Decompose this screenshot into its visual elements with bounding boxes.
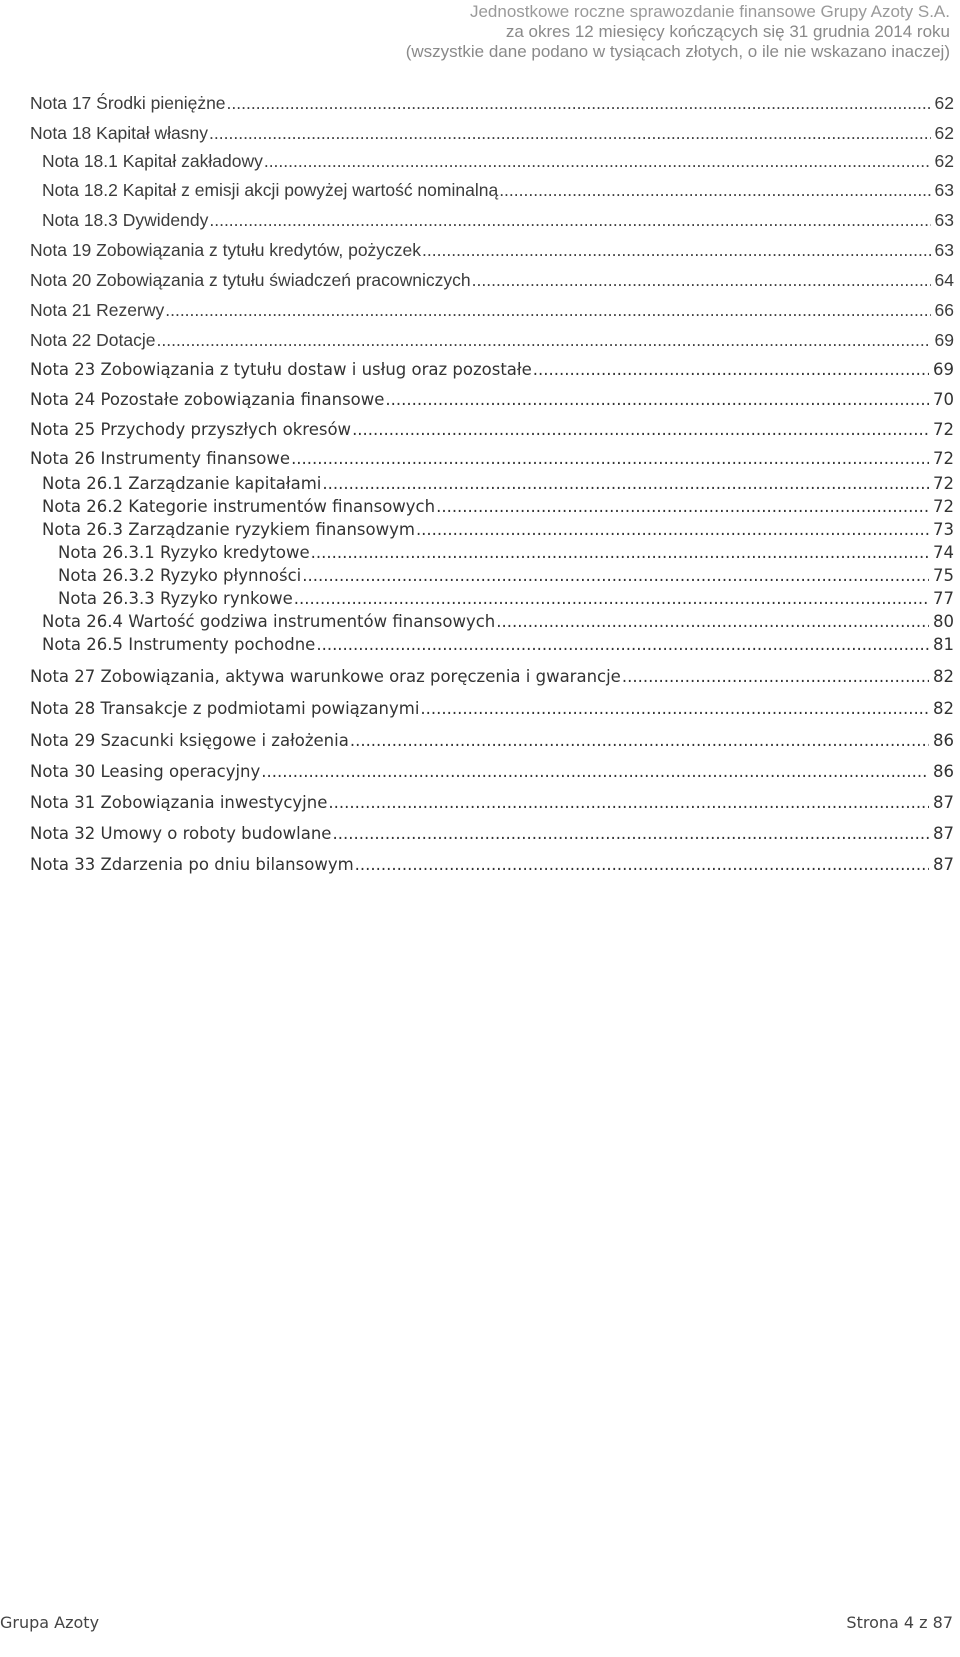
- toc-leader: [422, 235, 930, 265]
- toc-entry-label: Nota 25 Przychody przyszłych okresów: [30, 420, 352, 439]
- toc-leader: [209, 206, 930, 235]
- toc-entry-page: 66: [934, 300, 954, 320]
- toc-entry-label: Nota 29 Szacunki księgowe i założenia: [30, 731, 349, 750]
- toc-leader: [416, 518, 929, 541]
- toc-leader: [332, 818, 929, 849]
- toc-entry-label: Nota 26.3.1 Ryzyko kredytowe: [58, 543, 310, 562]
- toc-entry-label: Nota 20 Zobowiązania z tytułu świadczeń pracowniczych: [30, 270, 471, 290]
- toc-entry[interactable]: [30, 787, 954, 818]
- toc-entry-label: Nota 26.1 Zarządzanie kapitałami: [42, 474, 322, 493]
- toc-entry-page: 62: [934, 123, 954, 143]
- toc-entry[interactable]: [30, 415, 954, 445]
- toc-entry[interactable]: [30, 541, 954, 564]
- toc-entry-page: 82: [933, 699, 954, 718]
- toc-entry[interactable]: [30, 472, 954, 495]
- toc-entry-page: 81: [933, 635, 954, 654]
- toc-entry-page: 87: [933, 855, 954, 874]
- toc-leader: [385, 385, 929, 415]
- toc-entry-page: 87: [933, 793, 954, 812]
- toc-leader: [294, 587, 929, 610]
- toc-entry[interactable]: [30, 325, 954, 355]
- toc-leader: [352, 415, 929, 445]
- toc-leader: [436, 495, 929, 518]
- footer-company: Grupa Azoty: [0, 1613, 100, 1632]
- toc-entry-page: 75: [933, 566, 954, 585]
- toc-leader: [165, 295, 930, 325]
- toc-leader: [157, 325, 931, 355]
- toc-entry-page: 77: [933, 589, 954, 608]
- toc-entry[interactable]: [30, 587, 954, 610]
- toc-entry[interactable]: [30, 725, 954, 756]
- toc-entry-label: Nota 19 Zobowiązania z tytułu kredytów, pożyczek: [30, 240, 422, 260]
- footer-page-number: Strona 4 z 87: [846, 1613, 953, 1632]
- header-period: za okres 12 miesięcy kończących się 31 grudnia 2014 roku: [505, 22, 950, 41]
- toc-entry[interactable]: [30, 88, 954, 119]
- toc-entry[interactable]: [30, 610, 954, 633]
- toc-leader: [302, 564, 929, 587]
- toc-entry-page: 72: [933, 420, 954, 439]
- document-header: [406, 2, 950, 62]
- toc-entry[interactable]: [30, 756, 954, 787]
- toc-entry[interactable]: [30, 206, 954, 235]
- toc-entry[interactable]: [30, 495, 954, 518]
- toc-entry-label: Nota 30 Leasing operacyjny: [30, 762, 261, 781]
- toc-entry[interactable]: [30, 295, 954, 325]
- toc-entry-page: 86: [933, 762, 954, 781]
- toc-entry-page: 63: [934, 240, 954, 260]
- toc-entry-label: Nota 18.1 Kapitał zakładowy: [42, 151, 263, 171]
- toc-entry[interactable]: [30, 235, 954, 265]
- toc-entry[interactable]: [30, 564, 954, 587]
- toc-entry[interactable]: [30, 693, 954, 725]
- toc-leader: [322, 472, 929, 495]
- toc-leader: [350, 725, 929, 756]
- toc-entry-label: Nota 26.5 Instrumenty pochodne: [42, 635, 316, 654]
- toc-leader: [264, 147, 931, 175]
- toc-leader: [420, 693, 929, 725]
- toc-leader: [227, 88, 931, 119]
- toc-entry-label: Nota 23 Zobowiązania z tytułu dostaw i usług oraz pozostałe: [30, 360, 532, 379]
- toc-leader: [622, 661, 929, 693]
- toc-entry-label: Nota 26.3.3 Ryzyko rynkowe: [58, 589, 293, 608]
- header-units-note: (wszystkie dane podano w tysiącach złotych, o ile nie wskazano inaczej): [405, 42, 950, 61]
- toc-entry-page: 72: [933, 474, 954, 493]
- toc-leader: [533, 355, 929, 385]
- toc-entry-label: Nota 27 Zobowiązania, aktywa warunkowe oraz poręczenia i gwarancje: [30, 667, 621, 686]
- toc-entry[interactable]: [30, 818, 954, 849]
- toc-entry-label: Nota 32 Umowy o roboty budowlane: [30, 824, 332, 843]
- toc-entry-page: 63: [934, 180, 954, 200]
- toc-entry[interactable]: [30, 661, 954, 693]
- toc-entry-label: Nota 22 Dotacje: [30, 330, 156, 350]
- toc-entry-label: Nota 26.3 Zarządzanie ryzykiem finansowym: [42, 520, 415, 539]
- toc-entry-label: Nota 26.3.2 Ryzyko płynności: [58, 566, 302, 585]
- toc-entry-page: 80: [933, 612, 954, 631]
- toc-entry-label: Nota 18.2 Kapitał z emisji akcji powyżej wartość nominalną: [42, 180, 499, 200]
- toc-entry-label: Nota 26 Instrumenty finansowe: [30, 449, 291, 468]
- toc-leader: [499, 175, 930, 206]
- toc-entry[interactable]: [30, 355, 954, 385]
- toc-entry-page: 70: [933, 390, 954, 409]
- toc-entry-page: 69: [934, 330, 954, 350]
- toc-entry-page: 87: [933, 824, 954, 843]
- toc-leader: [261, 756, 929, 787]
- toc-entry-label: Nota 31 Zobowiązania inwestycyjne: [30, 793, 328, 812]
- toc-entry-label: Nota 33 Zdarzenia po dniu bilansowym: [30, 855, 354, 874]
- toc-entry-page: 74: [933, 543, 954, 562]
- toc-entry[interactable]: [30, 518, 954, 541]
- toc-entry[interactable]: [30, 445, 954, 472]
- toc-entry-page: 73: [933, 520, 954, 539]
- toc-entry-page: 86: [933, 731, 954, 750]
- toc-entry-page: 72: [933, 449, 954, 468]
- toc-entry-label: Nota 17 Środki pieniężne: [30, 93, 226, 113]
- toc-entry-label: Nota 26.2 Kategorie instrumentów finansowych: [42, 497, 436, 516]
- toc-entry-page: 69: [933, 360, 954, 379]
- toc-entry-label: Nota 26.4 Wartość godziwa instrumentów finansowych: [42, 612, 496, 631]
- toc-entry[interactable]: [30, 119, 954, 147]
- toc-leader: [291, 445, 929, 472]
- toc-leader: [209, 119, 931, 147]
- toc-leader: [472, 265, 931, 295]
- toc-entry[interactable]: [30, 265, 954, 295]
- table-of-contents: [30, 88, 954, 880]
- toc-leader: [316, 633, 929, 656]
- toc-entry-page: 62: [934, 151, 954, 171]
- toc-entry-label: Nota 24 Pozostałe zobowiązania finansowe: [30, 390, 385, 409]
- toc-leader: [496, 610, 929, 633]
- toc-entry[interactable]: [30, 633, 954, 661]
- toc-entry-label: Nota 21 Rezerwy: [30, 300, 165, 320]
- toc-leader: [311, 541, 929, 564]
- toc-leader: [355, 849, 929, 880]
- toc-entry[interactable]: [30, 385, 954, 415]
- toc-entry-page: 62: [934, 93, 954, 113]
- toc-entry[interactable]: [30, 175, 954, 206]
- toc-entry-page: 64: [934, 270, 954, 290]
- toc-entry[interactable]: [30, 147, 954, 175]
- toc-entry-page: 72: [933, 497, 954, 516]
- toc-entry-label: Nota 18.3 Dywidendy: [42, 210, 209, 230]
- toc-entry-page: 82: [933, 667, 954, 686]
- toc-entry-label: Nota 28 Transakcje z podmiotami powiązanymi: [30, 699, 420, 718]
- header-title: Jednostkowe roczne sprawozdanie finansowe Grupy Azoty S.A.: [469, 2, 950, 21]
- toc-entry[interactable]: [30, 849, 954, 880]
- toc-entry-page: 63: [934, 210, 954, 230]
- toc-entry-label: Nota 18 Kapitał własny: [30, 123, 209, 143]
- toc-leader: [328, 787, 929, 818]
